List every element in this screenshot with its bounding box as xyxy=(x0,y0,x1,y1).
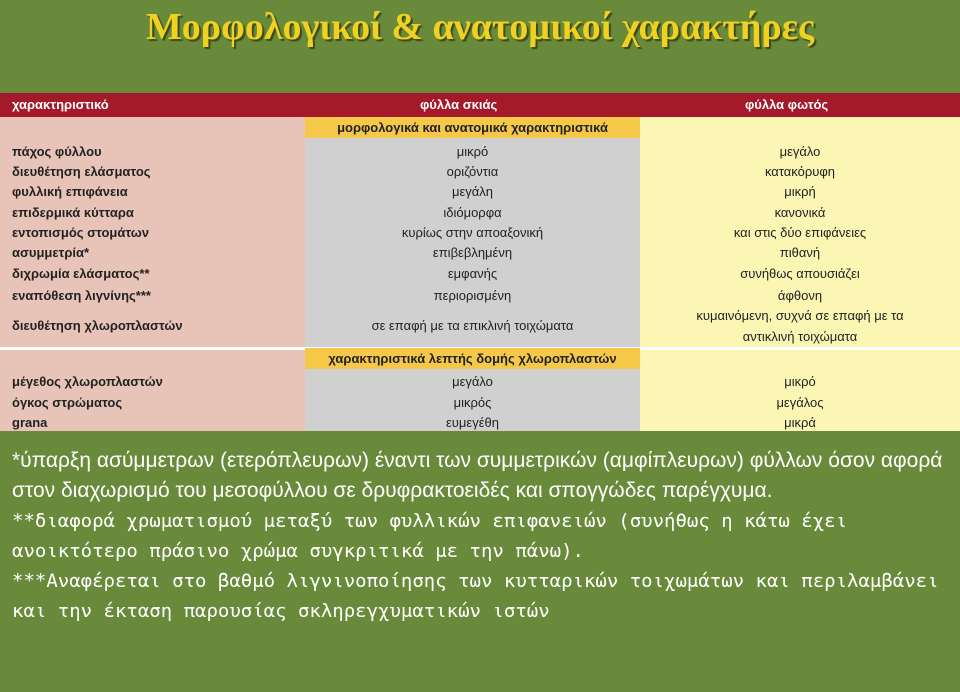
sun-cell: αντικλινή τοιχώματα xyxy=(742,329,858,344)
header-shade: φύλλα σκιάς xyxy=(420,97,498,112)
row-label: διχρωμία ελάσματος** xyxy=(12,266,150,281)
row-label: εντοπισμός στομάτων xyxy=(12,225,150,240)
table-header xyxy=(0,93,960,117)
row-label: grana xyxy=(12,415,48,430)
comparison-table xyxy=(0,93,960,431)
sun-cell: άφθονη xyxy=(777,288,823,303)
sun-cell: μεγάλο xyxy=(779,144,821,159)
shade-cell: ιδιόμορφα xyxy=(443,205,502,220)
sun-cell: μικρό xyxy=(784,374,816,389)
sun-cell: μικρά xyxy=(784,415,816,430)
shade-cell: περιορισμένη xyxy=(433,288,512,303)
shade-cell: επιβεβλημένη xyxy=(432,245,513,260)
sun-cell: κανονικά xyxy=(774,205,826,220)
row-label: όγκος στρώματος xyxy=(12,395,123,410)
shade-cell: μικρό xyxy=(456,144,489,159)
shade-cell: μεγάλη xyxy=(451,184,494,199)
footnotes xyxy=(12,446,952,626)
row-label: ασυμμετρία* xyxy=(12,245,90,260)
shade-cell: κυρίως στην αποαξονική xyxy=(401,225,544,240)
shade-cell: οριζόντια xyxy=(446,164,499,179)
sun-cell: συνήθως απουσιάζει xyxy=(740,266,860,281)
sun-cell: μικρή xyxy=(784,184,816,199)
row-label: εναπόθεση λιγνίνης*** xyxy=(12,288,151,303)
sun-cell: πιθανή xyxy=(779,245,821,260)
shade-cell: εμφανής xyxy=(447,266,498,281)
shade-cell: μικρός xyxy=(453,395,492,410)
footnote-asymmetry: *ύπαρξη ασύμμετρων (ετερόπλευρων) έναντι των συμμετρικών (αμφίπλευρων) φύλλων όσον αφορά στον διαχωρισμό του μεσοφύλλου σε δρυφρακτοειδές και σπογγώδες παρέγχυμα. xyxy=(12,449,949,502)
sun-cell: και στις δύο επιφάνειες xyxy=(733,225,867,240)
shade-cell: σε επαφή με τα επικλινή τοιχώματα xyxy=(371,318,574,333)
section-chloroplast: χαρακτηριστικά λεπτής δομής χλωροπλαστών xyxy=(305,348,640,369)
footnote-lignin: ***Αναφέρεται στο βαθμό λιγνινοποίησης των κυτταρικών τοιχωμάτων και περιλαμβάνει και την έκταση παρουσίας σκληρεγχυματικών ιστών xyxy=(12,570,951,622)
sun-cell: κατακόρυφη xyxy=(764,164,836,179)
page-title: Μορφολογικοί & ανατομικοί χαρακτήρες xyxy=(145,6,815,48)
row-label: φυλλική επιφάνεια xyxy=(12,184,128,199)
sun-cell: κυμαινόμενη, συχνά σε επαφή με τα xyxy=(696,308,904,323)
header-feature: χαρακτηριστικό xyxy=(12,97,109,112)
footnote-dichromatism: **διαφορά χρωματισμού μεταξύ των φυλλικών επιφανειών (συνήθως η κάτω έχει ανοικτότερο πράσινο χρώμα συγκριτικά με την πάνω). xyxy=(12,510,859,562)
shade-cell: ευμεγέθη xyxy=(446,415,499,430)
row-label: μέγεθος χλωροπλαστών xyxy=(12,374,163,389)
section-morphology: μορφολογικά και ανατομικά χαρακτηριστικά xyxy=(305,117,640,138)
sun-cell: μεγάλος xyxy=(776,395,824,410)
row-label: πάχος φύλλου xyxy=(12,144,102,159)
row-label: διευθέτηση χλωροπλαστών xyxy=(12,318,183,333)
shade-cell: μεγάλο xyxy=(452,374,493,389)
header-sun: φύλλα φωτός xyxy=(745,97,829,112)
row-label: διευθέτηση ελάσματος xyxy=(12,164,151,179)
row-label: επιδερμικά κύτταρα xyxy=(12,205,134,220)
